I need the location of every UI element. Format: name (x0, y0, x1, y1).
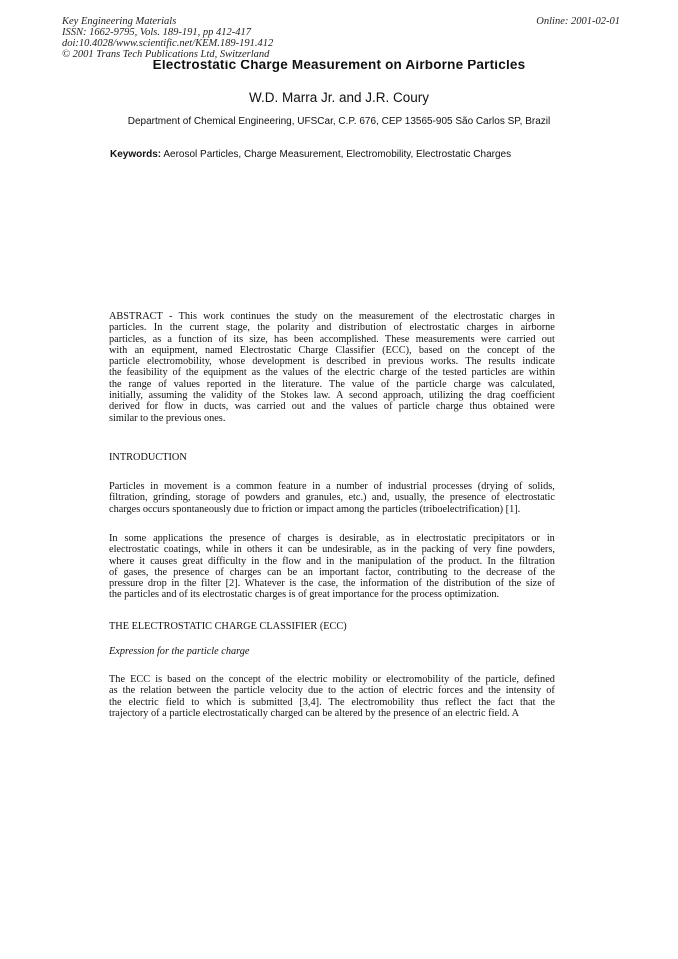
introduction-paragraph-2 (109, 533, 555, 601)
text-line: similar to the previous ones. (109, 412, 226, 424)
journal-copyright: © 2001 Trans Tech Publications Ltd, Switzerland (62, 49, 270, 60)
paper-title (0, 60, 678, 74)
introduction-heading: INTRODUCTION (109, 452, 187, 463)
text-line: particles. In the current stage, the polarity and distribution of electrostatic charges in airborne (109, 322, 555, 334)
text-line: particle electromobility, whose development is described in previous works. The results indicate (109, 356, 555, 368)
text-line: initially, assuming the validity of the Stokes law. A second approach, utilizing the drag coefficient (109, 390, 555, 402)
text-line: derived for flow in ducts, was carried out and the values of particle charge thus obtained were (109, 401, 555, 413)
text-line: charges occurs spontaneously due to friction or impact among the particles (triboelectrification) [1]. (109, 503, 521, 515)
text-line: In some applications the presence of charges is desirable, as in electrostatic precipitators or in (109, 533, 555, 544)
keywords-text: Aerosol Particles, Charge Measurement, Electromobility, Electrostatic Charges (161, 149, 512, 160)
text-line: Particles in movement is a common feature in a number of industrial processes (drying of solids, (109, 481, 555, 492)
journal-doi: doi:10.4028/www.scientific.net/KEM.189-191.412 (62, 38, 274, 49)
text-line: where it causes great difficulty in the flow and in the manipulation of the product. In the filtration (109, 555, 555, 567)
text-line: pressure drop in the filter [2]. Whatever is the case, the information of the distribution of the size of (109, 578, 555, 590)
charge-expression-subheading: Expression for the particle charge (109, 646, 250, 657)
text-line: trajectory of a particle electrostatically charged can be altered by the presence of an electric field. A (109, 707, 520, 719)
text-line: The ECC is based on the concept of the electric mobility or electromobility of the particle, defined (109, 674, 555, 685)
text-line: the particles and of its electrostatic charges is of great importance for the process optimization. (109, 589, 500, 601)
text-line: of gases, the presence of charges can be an important factor, contributing to the decrease of the (109, 566, 555, 578)
introduction-paragraph-1 (109, 481, 555, 515)
journal-header (62, 16, 273, 60)
text-line: ABSTRACT - This work continues the study on the measurement of the electrostatic charges in (109, 311, 555, 322)
text-line: as the relation between the particle velocity due to the action of electric forces and the intensity of (109, 685, 555, 697)
keywords-label: Keywords: (110, 149, 162, 160)
paper-authors: W.D. Marra Jr. and J.R. Coury (248, 90, 430, 105)
text-line: the range of values reported in the literature. The value of the particle charge was calculated, (109, 378, 555, 390)
online-date: Online: 2001-02-01 (536, 16, 620, 27)
text-line: with an equipment, named Electrostatic Charge Classifier (ECC), based on the concept of the (109, 344, 555, 356)
journal-name: Key Engineering Materials (62, 16, 177, 27)
paper-affiliation: Department of Chemical Engineering, UFSCar, C.P. 676, CEP 13565-905 São Carlos SP, Brazil (127, 116, 551, 127)
text-line: filtration, grinding, storage of powders and granules, etc.) and, usually, the presence of electrostatic (109, 492, 555, 504)
text-line: particles, as a function of its size, has been accomplished. These measurements were carried out (109, 333, 555, 345)
text-line: the electric field to which is submitted [3,4]. The electromobility thus reflect the fact that the (109, 696, 555, 708)
journal-issn: ISSN: 1662-9795, Vols. 189-191, pp 412-417 (62, 27, 251, 38)
paper-title-text: Electrostatic Charge Measurement on Airborne Particles (152, 60, 526, 72)
ecc-paragraph-1 (109, 674, 555, 719)
abstract-paragraph (109, 311, 555, 424)
ecc-heading: THE ELECTROSTATIC CHARGE CLASSIFIER (ECC) (109, 621, 347, 632)
keywords-line (110, 149, 511, 160)
text-line: electrostatic coatings, while in others it can be undesirable, as in the packing of very fine powders, (109, 544, 555, 556)
text-line: the feasibility of the equipment as the values of the electric charge of the tested particles are within (109, 367, 555, 379)
